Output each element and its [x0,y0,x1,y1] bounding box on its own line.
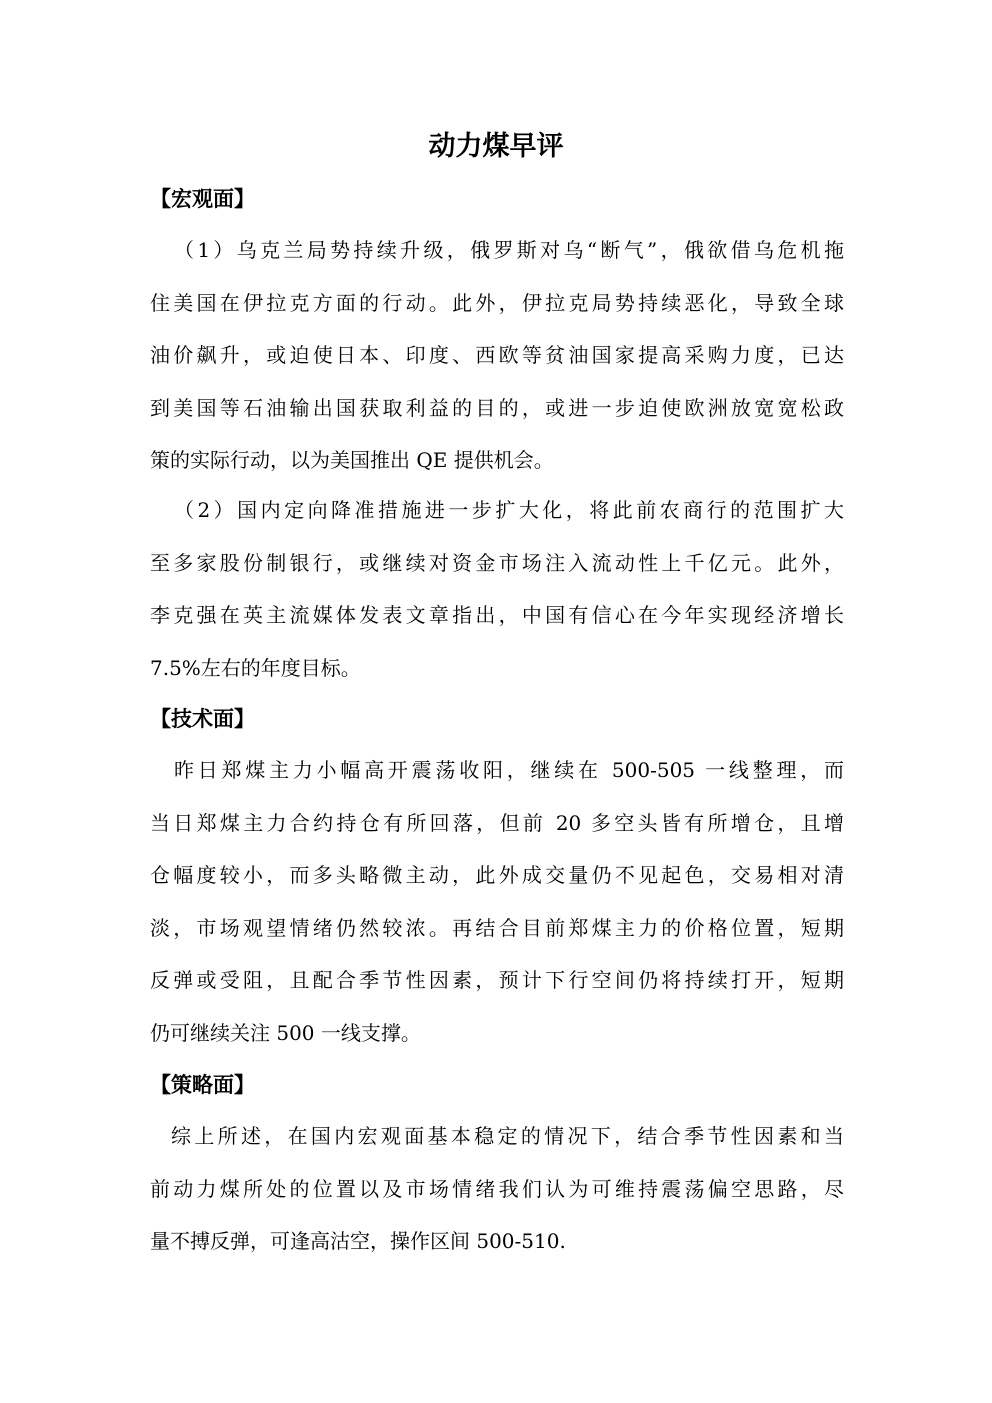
paragraph-line: 综上所述，在国内宏观面基本稳定的情况下，结合季节性因素和当 [171,1124,844,1148]
section-heading-technical: 【技术面】 [150,707,255,731]
paragraph-line: 至多家股份制银行，或继续对资金市场注入流动性上千亿元。此外， [150,550,844,575]
paragraph-line: 到美国等石油输出国获取利益的目的，或进一步迫使欧洲放宽宽松政 [150,395,844,420]
paragraph-line: 仍可继续关注 500 一线支撑。 [150,1020,421,1045]
paragraph-technical [150,744,844,1059]
paragraph-macro-1 [150,224,844,487]
paragraph-line: （1）乌克兰局势持续升级，俄罗斯对乌“断气”，俄欲借乌危机拖 [174,238,844,262]
paragraph-line: 前动力煤所处的位置以及市场情绪我们认为可维持震荡偏空思路，尽 [150,1176,844,1201]
paragraph-line: 反弹或受阻，且配合季节性因素，预计下行空间仍将持续打开，短期 [150,968,844,992]
paragraph-line: 油价飙升，或迫使日本、印度、西欧等贫油国家提高采购力度，已达 [150,343,844,367]
paragraph-line: 昨日郑煤主力小幅高开震荡收阳，继续在 500-505 一线整理，而 [174,758,844,782]
paragraph-line: （2）国内定向降准措施进一步扩大化，将此前农商行的范围扩大 [174,498,844,522]
section-heading-strategy: 【策略面】 [150,1073,255,1097]
paragraph-strategy [150,1110,844,1268]
document-title: 动力煤早评 [428,131,564,162]
section-heading-macro: 【宏观面】 [150,187,255,211]
paragraph-line: 住美国在伊拉克方面的行动。此外，伊拉克局势持续恶化，导致全球 [150,290,844,315]
paragraph-line: 淡，市场观望情绪仍然较浓。再结合目前郑煤主力的价格位置，短期 [150,915,844,940]
paragraph-line: 量不搏反弹，可逢高沽空，操作区间 500-510. [150,1229,566,1253]
paragraph-line: 策的实际行动，以为美国推出 QE 提供机会。 [150,448,554,472]
paragraph-line: 当日郑煤主力合约持仓有所回落，但前 20 多空头皆有所增仓，且增 [150,810,844,835]
paragraph-line: 7.5%左右的年度目标。 [150,655,361,680]
paragraph-line: 仓幅度较小，而多头略微主动，此外成交量仍不见起色，交易相对清 [150,863,844,887]
paragraph-line: 李克强在英主流媒体发表文章指出，中国有信心在今年实现经济增长 [150,603,844,627]
paragraph-macro-2 [150,484,844,694]
